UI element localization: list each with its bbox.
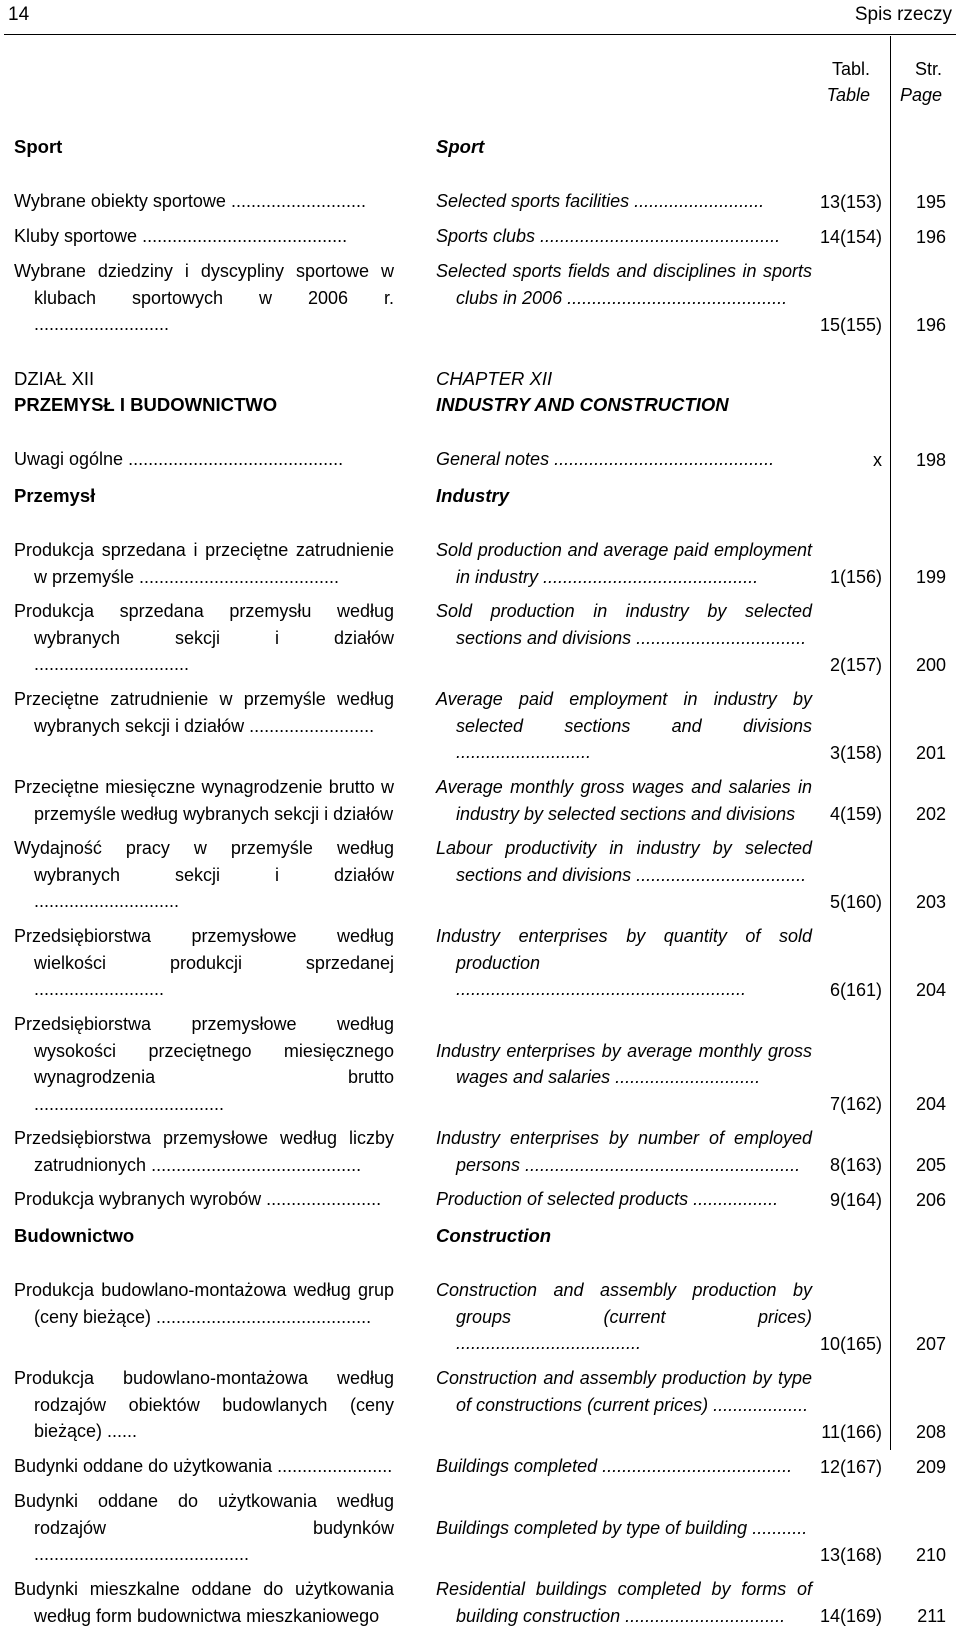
entry-text-en: Average paid employment in industry by selected sections and divisions ........................... <box>436 689 812 762</box>
table-number: 7(162) <box>829 1093 882 1114</box>
entry-text-pl: Przedsiębiorstwa przemysłowe według wysokości przeciętnego miesięcznego wynagrodzenia brutto ...................................... <box>14 1014 394 1114</box>
section-title-pl: Budownictwo <box>14 1225 135 1246</box>
entry-text-pl: Przedsiębiorstwa przemysłowe według wielkości produkcji sprzedanej .......................... <box>14 926 394 999</box>
toc-entry <box>0 537 960 598</box>
entry-text-pl: Budynki oddane do użytkowania według rodzajów budynków ........................................... <box>14 1491 394 1564</box>
page-header <box>0 0 960 36</box>
entry-text-pl: Wydajność pracy w przemyśle według wybranych sekcji i działów ............................. <box>14 838 394 911</box>
entry-title-en <box>436 598 812 678</box>
entry-title-en <box>436 835 812 915</box>
section-title-pl: Przemysł <box>14 485 96 506</box>
toc-entry <box>0 1365 960 1453</box>
table-of-contents <box>0 132 960 1637</box>
entry-title-en <box>436 1125 812 1178</box>
entry-text-pl: Produkcja budowlano-montażowa według grup (ceny bieżące) ........................................... <box>14 1280 394 1327</box>
entry-title-pl <box>14 1576 394 1629</box>
entry-title-en <box>436 1488 812 1568</box>
table-number: x <box>873 449 882 470</box>
entry-text-en: Sold production and average paid employment in industry ........................................... <box>436 540 812 587</box>
table-header-pl: Tabl. <box>831 59 870 79</box>
toc-entry <box>0 1125 960 1186</box>
entry-title-pl <box>14 923 394 1003</box>
table-header-en: Table <box>826 85 870 105</box>
section-title-en: Industry <box>436 485 509 506</box>
entry-title-pl <box>14 1453 394 1480</box>
section-heading <box>0 481 960 537</box>
entry-title-pl <box>14 223 394 250</box>
page-column-header <box>130 56 942 109</box>
entry-title-pl <box>14 1011 394 1117</box>
entry-text-en: Sports clubs ................................................ <box>436 226 781 246</box>
table-number: 9(164) <box>829 1189 882 1210</box>
entry-title-pl <box>14 774 394 827</box>
entry-title-pl <box>14 1125 394 1178</box>
entry-text-en: General notes ............................................ <box>436 449 775 469</box>
page-reference: 211 <box>917 1605 946 1626</box>
page-reference: 204 <box>915 1093 946 1114</box>
table-number: 11(166) <box>821 1421 882 1442</box>
toc-entry <box>0 835 960 923</box>
chapter-name-en: INDUSTRY AND CONSTRUCTION <box>436 394 729 415</box>
entry-title-pl <box>14 1488 394 1568</box>
entry-title-pl <box>14 1186 394 1213</box>
page-reference: 200 <box>915 654 946 675</box>
entry-text-en: Industry enterprises by quantity of sold production .......................................................... <box>436 926 812 999</box>
toc-entry <box>0 188 960 223</box>
toc-entry <box>0 1453 960 1488</box>
table-number: 6(161) <box>829 979 882 1000</box>
toc-entry <box>0 223 960 258</box>
table-number: 13(153) <box>819 191 882 212</box>
entry-text-en: Production of selected products ................. <box>436 1189 779 1209</box>
table-number: 2(157) <box>829 654 882 675</box>
table-number: 12(167) <box>819 1456 882 1477</box>
table-number: 3(158) <box>829 742 882 763</box>
section-title-en: Sport <box>436 136 485 157</box>
entry-text-pl: Produkcja sprzedana i przeciętne zatrudnienie w przemyśle ........................................ <box>14 540 394 587</box>
page-reference: 209 <box>915 1456 946 1477</box>
page-reference: 195 <box>915 191 946 212</box>
page-reference: 199 <box>915 566 946 587</box>
table-number: 8(163) <box>829 1154 882 1175</box>
table-number: 10(165) <box>819 1333 882 1354</box>
entry-text-en: Sold production in industry by selected sections and divisions .................................. <box>436 601 812 648</box>
entry-text-en: Industry enterprises by number of employed persons ....................................................... <box>436 1128 812 1175</box>
entry-title-pl <box>14 446 394 473</box>
toc-entry <box>0 1576 960 1637</box>
entry-text-en: Selected sports fields and disciplines in sports clubs in 2006 ............................................ <box>436 261 812 308</box>
page-reference: 205 <box>915 1154 946 1175</box>
table-number: 13(168) <box>819 1544 882 1565</box>
toc-entry <box>0 1488 960 1576</box>
entry-title-en <box>436 1453 812 1480</box>
table-number: 4(159) <box>829 803 882 824</box>
chapter-number-en: CHAPTER XII <box>436 368 553 389</box>
entry-title-en <box>436 258 812 338</box>
entry-text-en: Construction and assembly production by type of constructions (current prices) ................... <box>436 1368 812 1415</box>
toc-entry <box>0 686 960 774</box>
page-reference: 201 <box>915 742 946 763</box>
entry-title-en <box>436 446 812 473</box>
chapter-number-pl: DZIAŁ XII <box>14 368 95 389</box>
entry-text-pl: Uwagi ogólne ........................................... <box>14 449 344 469</box>
page-reference: 202 <box>915 803 946 824</box>
entry-title-en <box>436 686 812 766</box>
entry-text-en: Residential buildings completed by forms of building construction ................................ <box>436 1579 812 1626</box>
page-header-pl: Str. <box>914 59 942 79</box>
page-reference: 196 <box>915 314 946 335</box>
entry-text-pl: Budynki oddane do użytkowania ....................... <box>14 1456 393 1476</box>
page-reference: 208 <box>915 1421 946 1442</box>
chapter-title-pl <box>14 366 277 418</box>
entry-text-pl: Przeciętne zatrudnienie w przemyśle według wybranych sekcji i działów ......................... <box>14 689 394 736</box>
section-title-en: Construction <box>436 1225 552 1246</box>
entry-title-pl <box>14 188 394 215</box>
table-number: 14(169) <box>819 1605 882 1626</box>
entry-title-pl <box>14 258 394 338</box>
entry-text-pl: Wybrane dziedziny i dyscypliny sportowe w klubach sportowych w 2006 r. ........................... <box>14 261 394 334</box>
entry-text-pl: Produkcja sprzedana przemysłu według wybranych sekcji i działów ............................... <box>14 601 394 674</box>
page-reference: 203 <box>915 891 946 912</box>
entry-title-en <box>436 1011 812 1117</box>
entry-text-pl: Przedsiębiorstwa przemysłowe według liczby zatrudnionych .......................................... <box>14 1128 394 1175</box>
entry-title-en <box>436 1576 812 1629</box>
entry-text-en: Buildings completed by type of building ........... <box>436 1517 808 1538</box>
table-number: 5(160) <box>829 891 882 912</box>
chapter-title-en <box>436 366 729 418</box>
table-number: 14(154) <box>819 226 882 247</box>
entry-text-en: Average monthly gross wages and salaries in industry by selected sections and divisions <box>436 777 812 824</box>
section-title-pl: Sport <box>14 136 63 157</box>
entry-title-en <box>436 1365 812 1445</box>
entry-text-pl: Przeciętne miesięczne wynagrodzenie brutto w przemyśle według wybranych sekcji i działów <box>14 777 394 824</box>
entry-text-pl: Budynki mieszkalne oddane do użytkowania według form budownictwa mieszkaniowego <box>14 1579 394 1626</box>
entry-text-pl: Produkcja wybranych wyrobów ....................... <box>14 1189 382 1209</box>
entry-title-pl <box>14 686 394 739</box>
page-reference: 210 <box>915 1544 946 1565</box>
entry-text-en: Industry enterprises by average monthly gross wages and salaries ............................. <box>436 1040 812 1087</box>
entry-text-en: Construction and assembly production by groups (current prices) ..................................... <box>436 1280 812 1353</box>
entry-text-pl: Produkcja budowlano-montażowa według rodzajów obiektów budowlanych (ceny bieżące) ...... <box>14 1368 394 1441</box>
page-reference: 206 <box>915 1189 946 1210</box>
entry-title-pl <box>14 1365 394 1445</box>
page-number: 14 <box>8 4 30 25</box>
entry-title-pl <box>14 537 394 590</box>
entry-title-en <box>436 223 812 250</box>
toc-entry <box>0 923 960 1011</box>
chapter-heading <box>0 366 960 446</box>
entry-text-pl: Wybrane obiekty sportowe ........................... <box>14 191 366 211</box>
page-reference: 204 <box>915 979 946 1000</box>
entry-title-en <box>436 537 812 590</box>
page-reference: 198 <box>915 449 946 470</box>
running-title: Spis rzeczy <box>854 4 952 25</box>
entry-text-en: Labour productivity in industry by selected sections and divisions .................................. <box>436 838 812 885</box>
toc-entry <box>0 1277 960 1365</box>
page-reference: 207 <box>915 1333 946 1354</box>
header-rule <box>4 34 956 35</box>
toc-entry <box>0 258 960 366</box>
entry-title-en <box>436 188 812 215</box>
toc-entry <box>0 1186 960 1221</box>
chapter-name-pl: PRZEMYSŁ I BUDOWNICTWO <box>14 394 278 415</box>
entry-text-en: Selected sports facilities .......................... <box>436 191 765 211</box>
section-heading <box>0 132 960 188</box>
toc-entry <box>0 598 960 686</box>
entry-text-en: Buildings completed ...................................... <box>436 1456 793 1476</box>
toc-entry <box>0 774 960 835</box>
entry-text-pl: Kluby sportowe ......................................... <box>14 226 348 246</box>
table-number: 15(155) <box>819 314 882 335</box>
entry-title-pl <box>14 835 394 915</box>
page-header-en: Page <box>899 85 942 105</box>
table-number: 1(156) <box>829 566 882 587</box>
entry-title-pl <box>14 1277 394 1330</box>
entry-title-en <box>436 1277 812 1357</box>
entry-title-en <box>436 923 812 1003</box>
entry-title-pl <box>14 598 394 678</box>
entry-title-en <box>436 774 812 827</box>
entry-title-en <box>436 1186 812 1213</box>
section-heading <box>0 1221 960 1277</box>
toc-entry <box>0 1011 960 1125</box>
toc-entry <box>0 446 960 481</box>
page-reference: 196 <box>915 226 946 247</box>
